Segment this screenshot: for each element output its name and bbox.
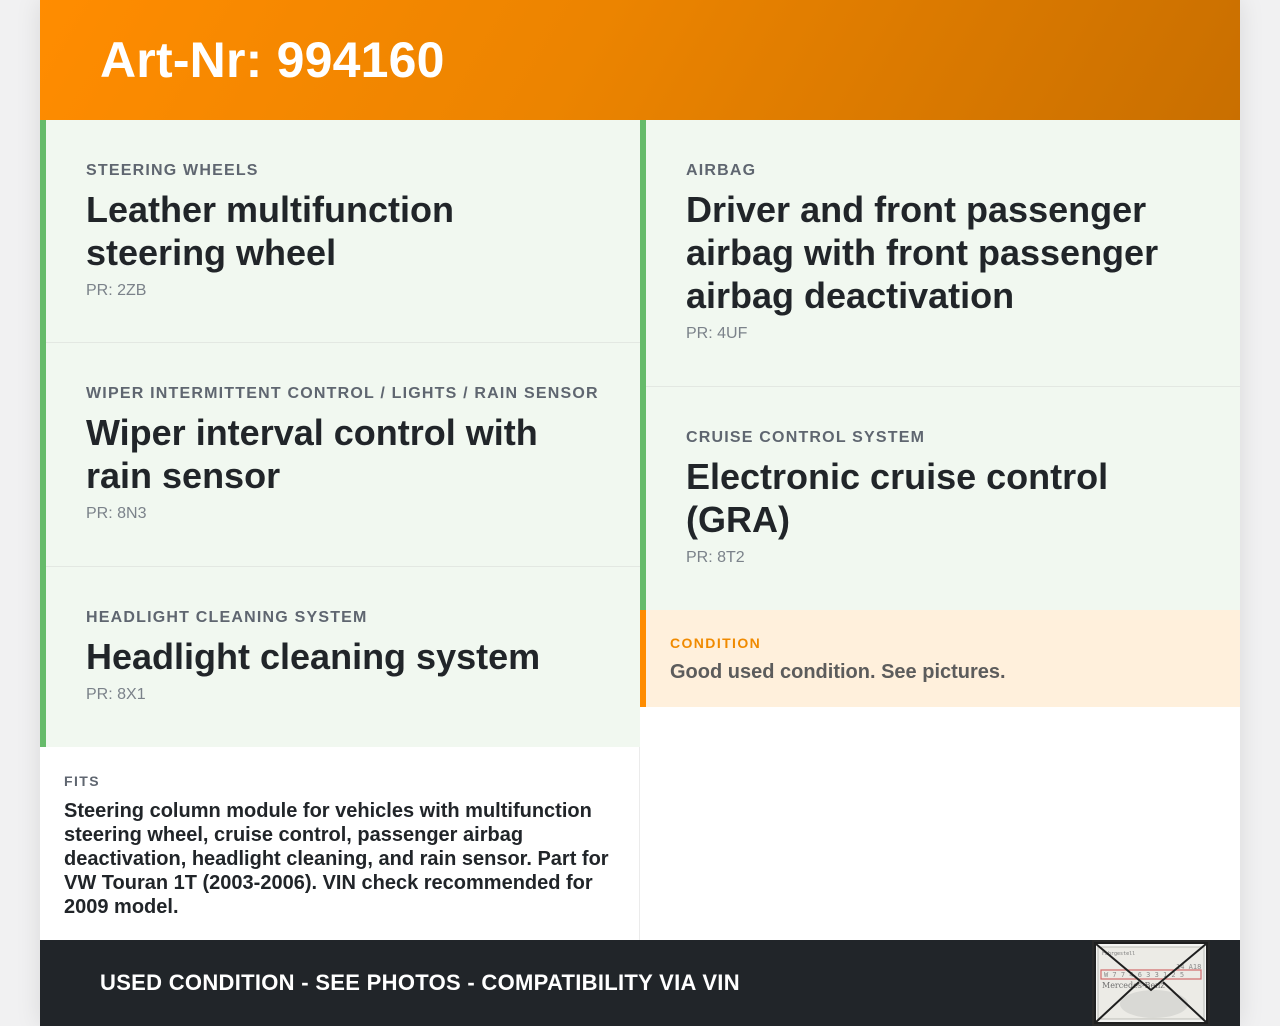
envelope-icon (1094, 942, 1208, 1024)
feature-category: CRUISE CONTROL SYSTEM (686, 429, 926, 446)
feature-card-airbag (640, 120, 1240, 387)
feature-pr-code: PR: 2ZB (86, 282, 147, 299)
feature-category: STEERING WHEELS (86, 162, 259, 179)
feature-title: Leather multifunction steering wheel (86, 189, 454, 273)
condition-label: CONDITION (670, 635, 762, 651)
feature-pr-code: PR: 8X1 (86, 686, 146, 703)
feature-category: HEADLIGHT CLEANING SYSTEM (86, 609, 368, 626)
page-header (40, 0, 1240, 120)
condition-box (640, 610, 1240, 707)
svg-text:14 A18: 14 A18 (1176, 963, 1202, 971)
feature-title: Electronic cruise control (GRA) (686, 456, 1109, 540)
svg-text:W 7 7 4 6 3 3 1 2 5: W 7 7 4 6 3 3 1 2 5 (1104, 971, 1185, 979)
feature-card-headlight (40, 567, 640, 747)
condition-text: Good used condition. See pictures. (670, 661, 1006, 683)
feature-card-steering-wheel (40, 120, 640, 343)
feature-card-wiper (40, 343, 640, 567)
feature-title: Wiper interval control with rain sensor (86, 412, 538, 496)
feature-card-cruise-control (640, 387, 1240, 610)
svg-text:Mercedes-Benz: Mercedes-Benz (1102, 981, 1165, 990)
feature-category: AIRBAG (686, 162, 757, 179)
feature-title: Driver and front passenger airbag with front passenger airbag deactivation (686, 189, 1159, 316)
footer-notice: USED CONDITION - SEE PHOTOS - COMPATIBILITY VIA VIN (100, 970, 740, 995)
svg-text:Fahrgestell: Fahrgestell (1102, 951, 1136, 957)
feature-pr-code: PR: 8N3 (86, 505, 147, 522)
feature-pr-code: PR: 4UF (686, 325, 748, 342)
fits-text: Steering column module for vehicles with multifunction steering wheel, cruise control, passenger airbag deactivation, headlight cleaning, and rain sensor. Part for VW Touran 1T (2003-2006). VIN check recommended for 2009 model. (64, 800, 609, 918)
page-footer (40, 940, 1240, 1026)
product-sheet (40, 0, 1240, 1026)
feature-title: Headlight cleaning system (86, 636, 541, 677)
article-number-title: Art-Nr: 994160 (100, 32, 445, 88)
label-photo-thumbnail[interactable] (1092, 940, 1210, 1026)
fits-label: FITS (64, 773, 100, 789)
feature-pr-code: PR: 8T2 (686, 549, 745, 566)
feature-category: WIPER INTERMITTENT CONTROL / LIGHTS / RAIN SENSOR (86, 385, 599, 402)
fits-section (40, 747, 640, 940)
